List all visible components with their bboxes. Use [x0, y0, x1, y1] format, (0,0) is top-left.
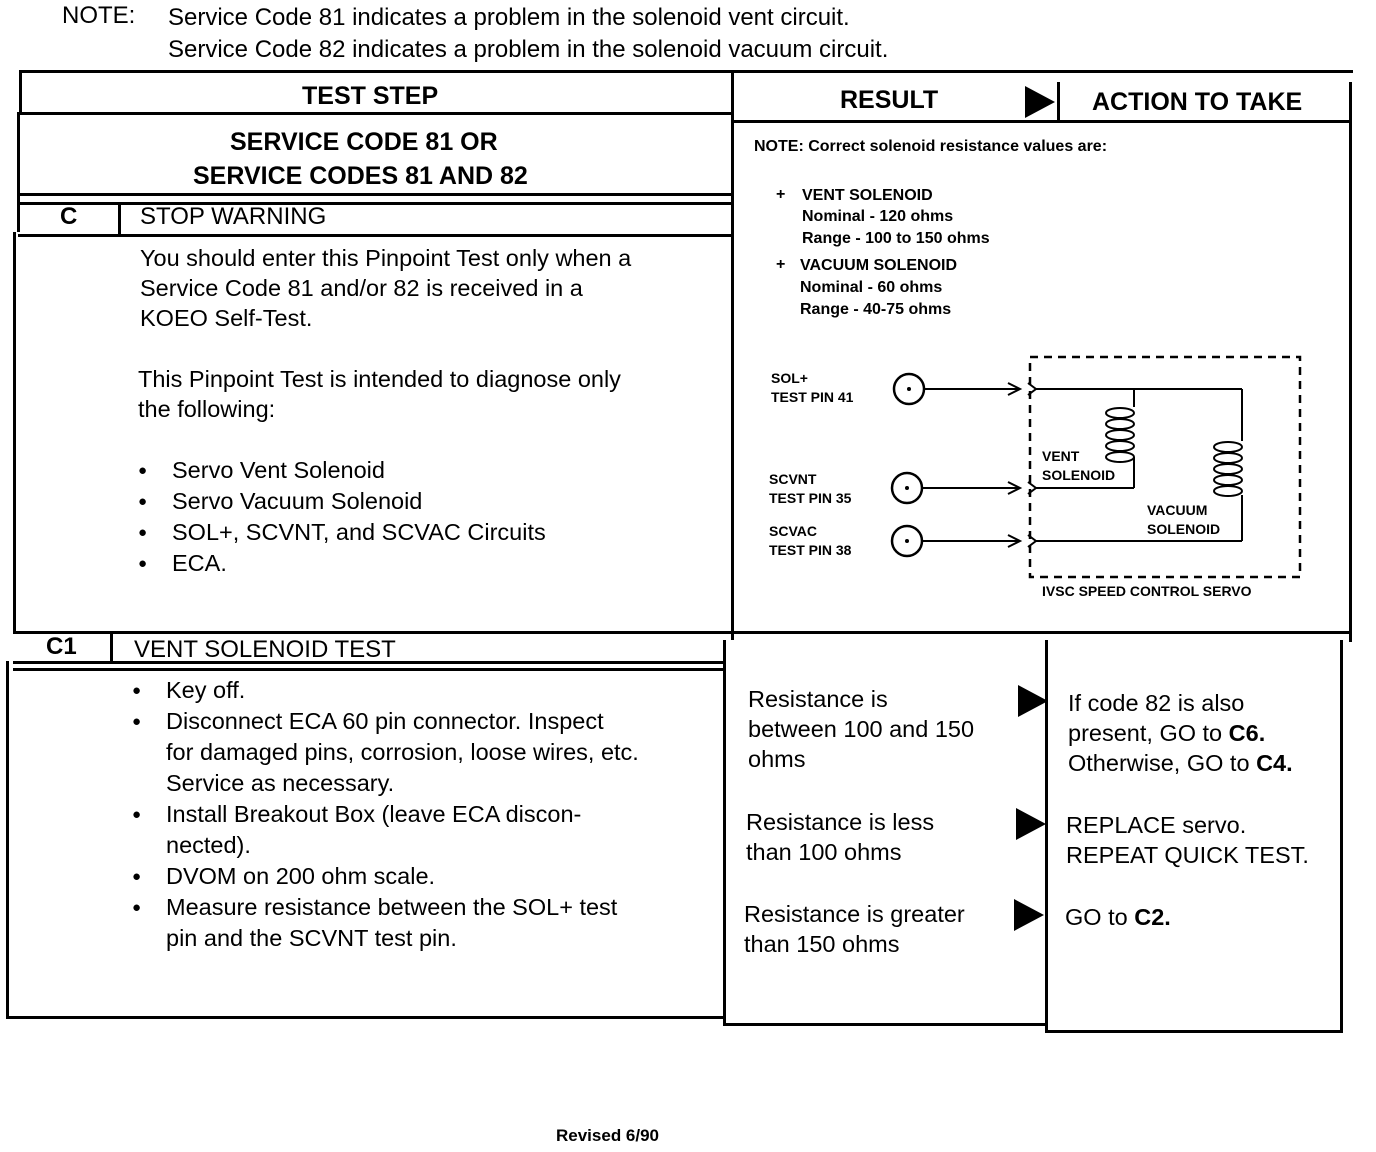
table-bottom-right — [1045, 1030, 1343, 1033]
list-item: ● Key off. — [132, 675, 639, 706]
c-row-top — [20, 202, 732, 205]
pin-name: SCVAC — [769, 523, 817, 539]
pin-scvnt-label — [769, 470, 851, 508]
c-id-divider — [118, 202, 121, 234]
step-c-para2-line: the following: — [138, 396, 276, 422]
step-c-para1-line: KOEO Self-Test. — [140, 305, 313, 331]
header-arrow-icon — [1025, 86, 1055, 118]
action-line: REPEAT QUICK TEST. — [1066, 842, 1309, 868]
step-c-para1-line: You should enter this Pinpoint Test only when a — [140, 245, 632, 271]
pin-sol-label — [771, 369, 853, 407]
step-c-id: C — [60, 203, 78, 230]
result-3-arrow-icon — [1014, 899, 1044, 931]
diagram-vent-label — [1042, 447, 1115, 485]
list-item: ● Install Breakout Box (leave ECA discon- nected). — [132, 799, 639, 861]
list-item: ● Servo Vacuum Solenoid — [138, 486, 546, 517]
vacuum-nominal: Nominal - 60 ohms — [800, 279, 943, 296]
result-line: Resistance is greater — [744, 901, 965, 927]
result-line: than 100 ohms — [746, 839, 902, 865]
step-c1-bullets — [132, 675, 639, 954]
list-item: ● ECA. — [138, 548, 546, 579]
result-action-divider-header — [1057, 82, 1060, 122]
vacuum-coil-icon — [1214, 442, 1242, 496]
result-3 — [744, 899, 965, 959]
step-c-bullets — [138, 455, 546, 579]
header-bottom-right — [732, 120, 1352, 123]
vent-bullet-icon: + — [776, 186, 786, 203]
right-border-bottom — [1340, 640, 1343, 1033]
table-bottom-mid — [723, 1023, 1045, 1026]
diagram-vacuum-label — [1147, 501, 1220, 539]
step-c1-title: VENT SOLENOID TEST — [134, 636, 396, 663]
resistance-note-title: NOTE: Correct solenoid resistance values are: — [754, 138, 1108, 155]
table-bottom-left — [6, 1016, 724, 1019]
pin-name: SCVNT — [769, 471, 817, 487]
step-c-para2-line: This Pinpoint Test is intended to diagnose only — [138, 366, 621, 392]
header-action: ACTION TO TAKE — [1092, 88, 1303, 116]
result-line: than 150 ohms — [744, 931, 900, 957]
result-line: Resistance is — [748, 686, 888, 712]
list-item: ● Measure resistance between the SOL+ test pin and the SCVNT test pin. — [132, 892, 639, 954]
result-line: Resistance is less — [746, 809, 935, 835]
step-c-para1-line: Service Code 81 and/or 82 is received in a — [140, 275, 583, 301]
list-item: ● DVOM on 200 ohm scale. — [132, 861, 639, 892]
note-line-1: Service Code 81 indicates a problem in the solenoid vent circuit. — [168, 4, 850, 31]
pin-number: TEST PIN 35 — [769, 490, 852, 506]
diagram-label-line: VACUUM — [1147, 502, 1208, 518]
step-c-paragraph-2 — [138, 364, 621, 424]
action-2 — [1066, 810, 1309, 870]
result-2 — [746, 807, 934, 867]
table-top-border — [20, 70, 1353, 73]
result-line: between 100 and 150 — [748, 716, 975, 742]
action-line: present, GO to C6. — [1068, 720, 1266, 746]
note-line-2: Service Code 82 indicates a problem in the solenoid vacuum circuit. — [168, 36, 889, 63]
action-line: GO to C2. — [1065, 904, 1171, 930]
action-1 — [1068, 688, 1293, 778]
left-border-c — [17, 112, 20, 232]
vacuum-bullet-icon: + — [776, 256, 786, 273]
action-line: If code 82 is also — [1068, 690, 1245, 716]
pin-number: TEST PIN 38 — [769, 542, 852, 558]
header-test-step: TEST STEP — [302, 82, 439, 110]
middle-divider-top — [731, 70, 734, 640]
result-1-arrow-icon — [1018, 685, 1048, 717]
action-3 — [1065, 902, 1171, 932]
c-row-bottom — [18, 234, 731, 237]
middle-divider-bottom — [723, 640, 726, 1025]
vent-nominal: Nominal - 120 ohms — [802, 208, 954, 225]
diagram-servo-label: IVSC SPEED CONTROL SERVO — [1042, 583, 1252, 599]
list-item: ● SOL+, SCVNT, and SCVAC Circuits — [138, 517, 546, 548]
pin-scvac-label — [769, 522, 851, 560]
c1-row-bottom — [13, 668, 726, 671]
step-c-title: STOP WARNING — [140, 203, 327, 230]
diagram-label-line: VENT — [1042, 448, 1080, 464]
section-title-line-2: SERVICE CODES 81 AND 82 — [193, 162, 528, 190]
diagram-label-line: SOLENOID — [1042, 467, 1116, 483]
step-c1-id: C1 — [46, 633, 77, 660]
note-label: NOTE: — [62, 2, 136, 29]
action-line: Otherwise, GO to C4. — [1068, 750, 1293, 776]
section-title-line-1: SERVICE CODE 81 OR — [230, 128, 498, 156]
pin-number: TEST PIN 41 — [771, 389, 854, 405]
result-2-arrow-icon — [1016, 808, 1046, 840]
header-bottom-left — [20, 112, 732, 115]
result-1 — [748, 684, 974, 774]
result-line: ohms — [748, 746, 806, 772]
right-border-top — [1349, 82, 1352, 642]
title-bottom-rule — [20, 193, 732, 196]
vent-solenoid-label: VENT SOLENOID — [802, 187, 933, 204]
left-border-bottom — [6, 661, 9, 1019]
left-border-top — [19, 70, 22, 114]
header-result: RESULT — [840, 86, 939, 114]
c1-id-divider — [110, 631, 113, 664]
list-item: ● Servo Vent Solenoid — [138, 455, 546, 486]
pin-name: SOL+ — [771, 370, 808, 386]
left-border-c-body — [13, 232, 16, 632]
footer-revised: Revised 6/90 — [556, 1126, 660, 1145]
vacuum-solenoid-label: VACUUM SOLENOID — [800, 257, 958, 274]
step-c-paragraph-1 — [140, 243, 631, 333]
c1-row-top — [13, 631, 1349, 634]
vacuum-range: Range - 40-75 ohms — [800, 301, 952, 318]
action-line: REPLACE servo. — [1066, 812, 1247, 838]
diagram-label-line: SOLENOID — [1147, 521, 1221, 537]
vent-range: Range - 100 to 150 ohms — [802, 230, 990, 247]
list-item: ● Disconnect ECA 60 pin connector. Inspect for damaged pins, corrosion, loose wires, etc. Service as necessary. — [132, 706, 639, 799]
